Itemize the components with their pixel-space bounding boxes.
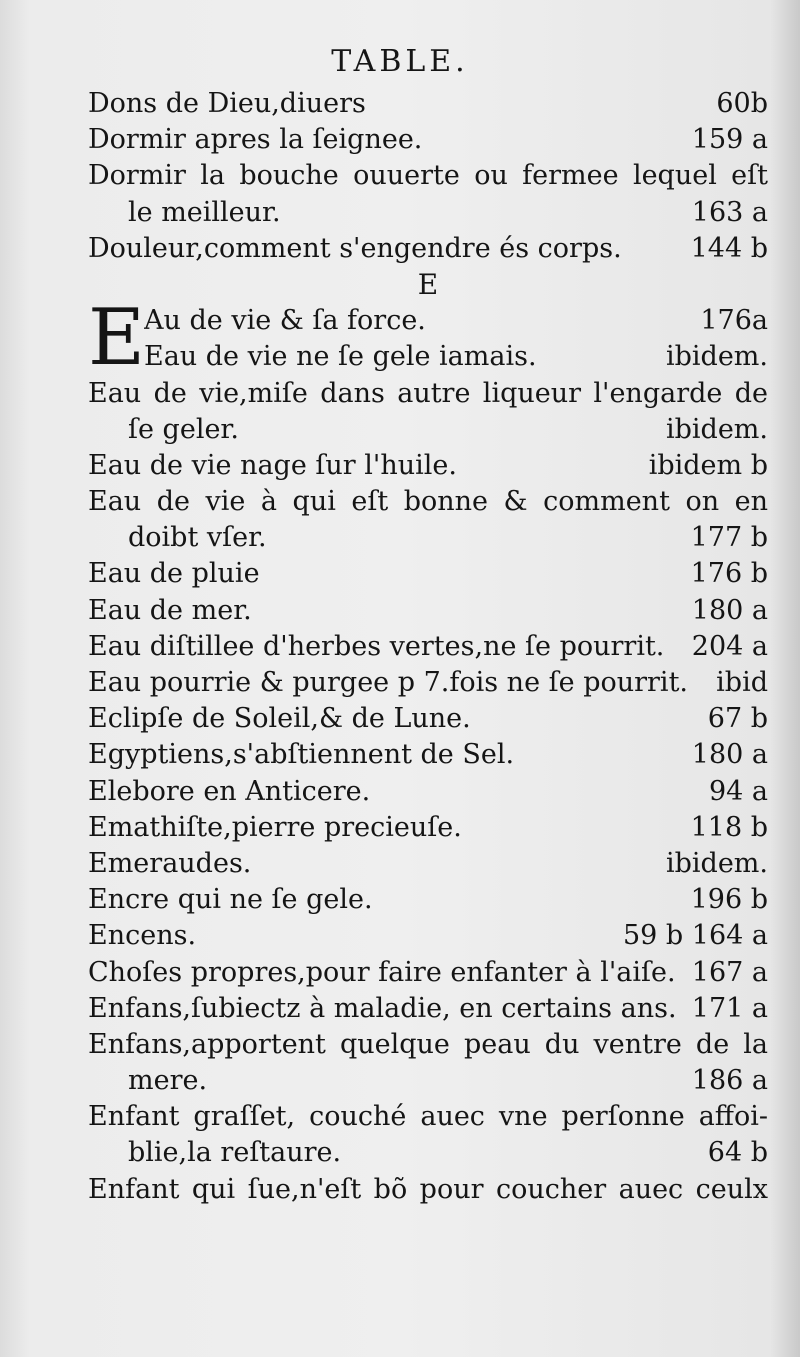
index-entry: Douleur,comment s'engendre és corps.: [88, 232, 622, 264]
page-ref: 64 b: [707, 1137, 768, 1169]
index-entry: blie,la reſtaure.: [128, 1137, 342, 1169]
index-entry: Eau de vie nage ſur l'huile.: [88, 449, 457, 481]
index-entry: Egyptiens,s'abſtiennent de Sel.: [88, 739, 515, 771]
index-entry: Eau pourrie & purgee p 7.fois ne ſe pourrit.: [88, 667, 688, 698]
page-ref: 196 b: [690, 884, 768, 916]
index-entry: Dormir la bouche ouuerte ou fermee lequel eſt: [88, 160, 768, 192]
page-ref: 177 b: [690, 522, 768, 554]
index-entry: Emeraudes.: [88, 847, 252, 879]
page-ref: 171 a: [691, 992, 768, 1024]
index-entry: Eau de vie,miſe dans autre liqueur l'engarde de: [88, 377, 768, 409]
page-header: TABLE.: [331, 44, 469, 79]
page-ref: 163 a: [691, 196, 768, 228]
index-entry: Enfans,apportent quelque peau du ventre de la: [88, 1028, 768, 1060]
page-ref: 204 a: [691, 630, 768, 662]
page-ref: 180 a: [691, 594, 768, 626]
index-entry: Au de vie & ſa force.: [144, 305, 426, 337]
index-entry: Eau de pluie: [88, 558, 260, 590]
page-ref: 159 a: [691, 124, 768, 156]
page-ref: 67 b: [707, 703, 768, 735]
index-entry: le meilleur.: [128, 196, 281, 228]
page-ref: 60b: [716, 88, 768, 119]
section-letter: E: [417, 267, 439, 301]
index-entry: Encre qui ne ſe gele.: [88, 884, 373, 916]
index-entry: Choſes propres,pour faire enfanter à l'aiſe.: [88, 956, 676, 988]
page-ref: 176a: [700, 305, 768, 337]
index-entry: Emathiſte,pierre precieuſe.: [88, 811, 462, 843]
page-ref: 167 a: [691, 956, 768, 988]
page-ref: ibid: [716, 667, 768, 698]
index-entry: ſe geler.: [128, 413, 239, 445]
index-entry: Encens.: [88, 920, 197, 952]
index-entry: Eau de vie à qui eſt bonne & comment on en: [88, 486, 768, 518]
index-entry: Dormir apres la ſeignee.: [88, 124, 423, 156]
index-entry: Enfant qui ſue,n'eſt bõ pour coucher auec ceulx: [88, 1173, 768, 1205]
index-entry: mere.: [128, 1065, 208, 1097]
page-ref: 186 a: [691, 1065, 768, 1097]
index-entry: Eclipſe de Soleil,& de Lune.: [88, 703, 471, 735]
page-ref: 59 b 164 a: [622, 920, 768, 952]
index-entries: [88, 86, 768, 1208]
page-ref: ibidem.: [665, 847, 768, 879]
page-ref: 180 a: [691, 739, 768, 771]
drop-cap: E: [88, 293, 145, 384]
page-ref: 118 b: [690, 811, 768, 843]
index-entry: Dons de Dieu,diuers: [88, 88, 366, 119]
index-entry: Enfans,ſubiectz à maladie, en certains ans.: [88, 992, 677, 1024]
page-ref: 94 a: [708, 775, 768, 807]
page-ref: ibidem.: [665, 413, 768, 445]
page-ref: 144 b: [690, 232, 768, 264]
page-ref: ibidem.: [665, 341, 768, 373]
index-entry: Enfant graſſet, couché auec vne perſonne affoi-: [88, 1101, 768, 1133]
index-entry: Eau diſtillee d'herbes vertes,ne ſe pourrit.: [88, 630, 665, 662]
page-ref: 176 b: [690, 558, 768, 590]
dropcap-block: [88, 293, 768, 384]
page-ref: ibidem b: [648, 449, 768, 481]
index-entry: Elebore en Anticere.: [88, 775, 371, 807]
index-entry: Eau de vie ne ſe gele iamais.: [144, 341, 537, 373]
index-entry: Eau de mer.: [88, 594, 252, 626]
index-entry: doibt vſer.: [128, 522, 267, 554]
